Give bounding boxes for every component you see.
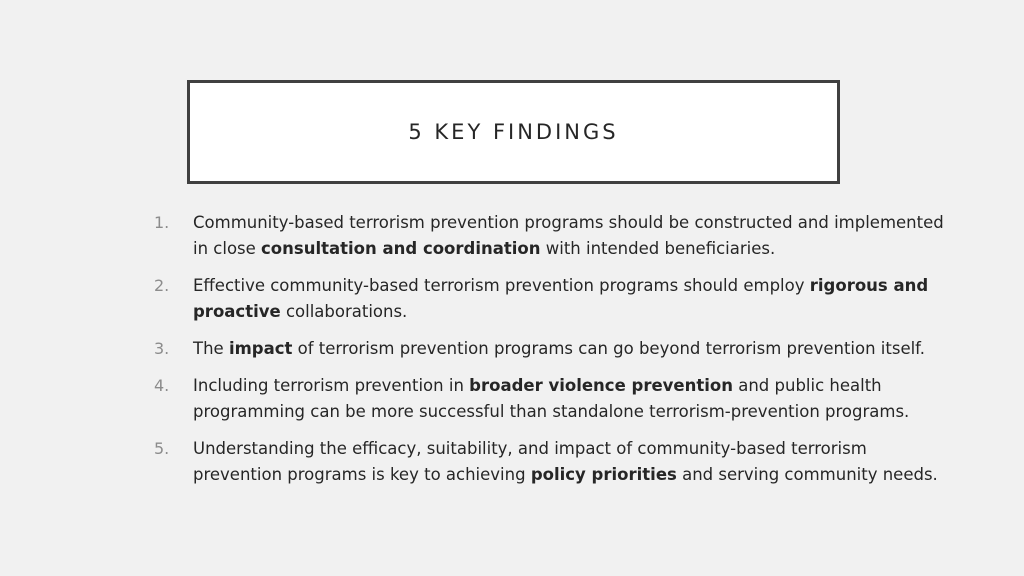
finding-number: 2. bbox=[154, 276, 170, 295]
slide-title: 5 KEY FINDINGS bbox=[408, 120, 619, 144]
finding-text-emphasis: rigorous and proactive bbox=[193, 276, 929, 321]
finding-text bbox=[193, 436, 954, 488]
finding-text-segment: and serving community needs. bbox=[676, 465, 938, 484]
finding-text-segment: of terrorism prevention programs can go beyond terrorism prevention itself. bbox=[292, 339, 926, 358]
finding-text-segment: Community-based terrorism prevention programs should be constructed and implemented in close bbox=[193, 213, 944, 258]
finding-text-emphasis: impact bbox=[228, 339, 293, 358]
finding-number: 5. bbox=[154, 439, 170, 458]
finding-text bbox=[193, 336, 954, 362]
finding-text-segment: Understanding the efficacy, suitability, and impact of community-based terrorism prevention programs is key to achieving bbox=[193, 439, 867, 484]
finding-text-segment: and public health programming can be more successful than standalone terrorism-prevention programs. bbox=[193, 376, 910, 421]
finding-number: 1. bbox=[154, 213, 170, 232]
title-box bbox=[187, 80, 840, 184]
finding-text-segment: with intended beneficiaries. bbox=[540, 239, 776, 258]
finding-text bbox=[193, 373, 954, 425]
finding-text-emphasis: policy priorities bbox=[530, 465, 677, 484]
finding-item-5 bbox=[154, 436, 954, 488]
finding-number: 3. bbox=[154, 339, 170, 358]
finding-item-3 bbox=[154, 336, 954, 362]
finding-text-segment: collaborations. bbox=[280, 302, 408, 321]
finding-text bbox=[193, 273, 954, 325]
finding-text-emphasis: consultation and coordination bbox=[261, 239, 541, 258]
finding-item-4 bbox=[154, 373, 954, 425]
finding-number: 4. bbox=[154, 376, 170, 395]
finding-text bbox=[193, 210, 954, 262]
finding-text-segment: The bbox=[193, 339, 229, 358]
finding-item-2 bbox=[154, 273, 954, 325]
finding-text-segment: Effective community-based terrorism prevention programs should employ bbox=[193, 276, 810, 295]
finding-text-segment: Including terrorism prevention in bbox=[193, 376, 470, 395]
finding-item-1 bbox=[154, 210, 954, 262]
findings-list bbox=[154, 210, 954, 499]
finding-text-emphasis: broader violence prevention bbox=[469, 376, 733, 395]
